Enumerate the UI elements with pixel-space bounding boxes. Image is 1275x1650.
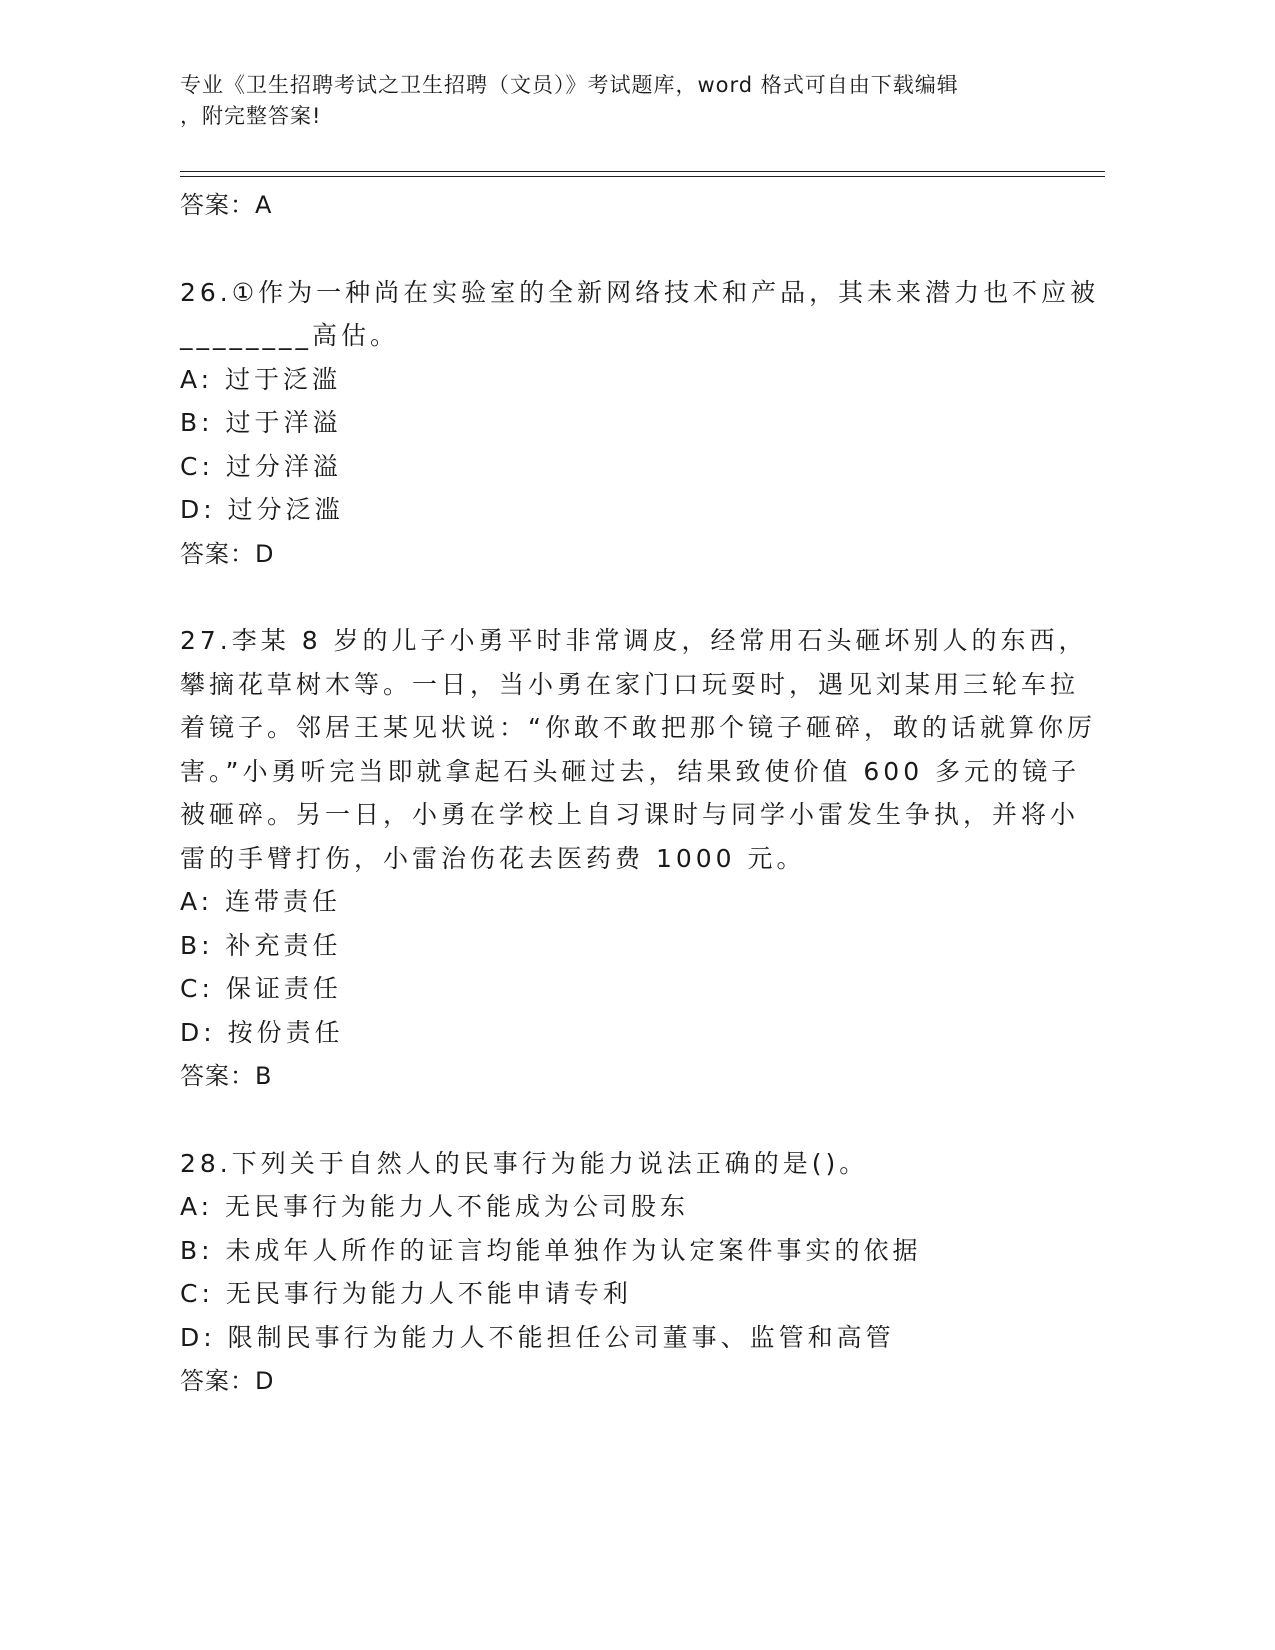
option-b: B: 未成年人所作的证言均能单独作为认定案件事实的依据 xyxy=(180,1235,922,1265)
option-d: D: 限制民事行为能力人不能担任公司董事、监管和高管 xyxy=(180,1322,895,1352)
answer: 答案：D xyxy=(180,539,275,568)
question-list xyxy=(180,183,1105,1403)
option-a: A: 连带责任 xyxy=(180,887,342,916)
question-text: 28.下列关于自然人的民事行为能力说法正确的是()。 xyxy=(180,1148,869,1178)
option-d: D: 按份责任 xyxy=(180,1017,344,1047)
option-c: C: 保证责任 xyxy=(180,974,342,1003)
option-a: A: 过于泛滥 xyxy=(180,364,342,394)
question-28 xyxy=(180,1142,1105,1404)
option-d: D: 过分泛滥 xyxy=(180,495,344,524)
header-rule-bottom xyxy=(180,176,1105,177)
answer: 答案：B xyxy=(180,1062,273,1090)
previous-answer: 答案：A xyxy=(180,191,273,219)
option-b: B: 过于洋溢 xyxy=(180,408,342,437)
question-26 xyxy=(180,271,1105,576)
header-line-1: 专业《卫生招聘考试之卫生招聘（文员）》考试题库，word 格式可自由下载编辑 xyxy=(180,73,959,97)
question-text: 26.①作为一种尚在实验室的全新网络技术和产品，其未来潜力也不应被________高估。 xyxy=(180,277,1100,350)
option-c: C: 无民事行为能力人不能申请专利 xyxy=(180,1279,632,1308)
option-a: A: 无民事行为能力人不能成为公司股东 xyxy=(180,1192,690,1221)
header-rule-top xyxy=(180,171,1105,172)
answer: 答案：D xyxy=(180,1367,275,1395)
question-text: 27.李某 8 岁的儿子小勇平时非常调皮，经常用石头砸坏别人的东西，攀摘花草树木等。一日，当小勇在家门口玩耍时，遇见刘某用三轮车拉着镜子。邻居王某见状说：“你敢不敢把那个镜子砸碎，敢的话就算你厉害。”小勇听完当即就拿起石头砸过去，结果致使价值 600 多元的镜子被砸碎。另一日，小勇在学校上自习课时与同学小雷发生争执，并将小雷的手臂打伤，小雷治伤花去医药费 1000 元。 xyxy=(180,626,1096,873)
header-line-2: ，附完整答案! xyxy=(180,104,322,128)
option-b: B: 补充责任 xyxy=(180,930,342,960)
question-27 xyxy=(180,619,1105,1098)
document-header xyxy=(180,70,1080,132)
option-c: C: 过分洋溢 xyxy=(180,451,342,481)
